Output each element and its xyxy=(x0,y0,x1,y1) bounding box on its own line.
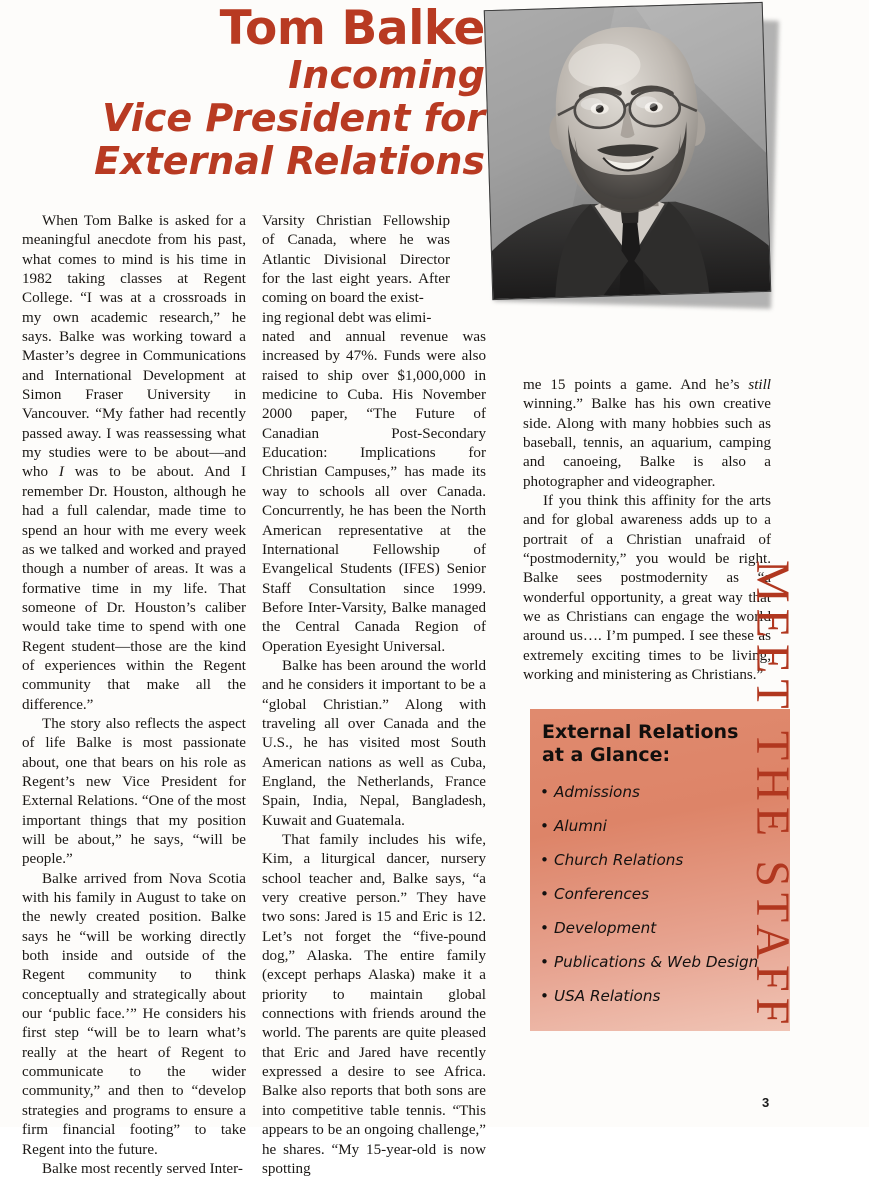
section-running-head: MEET THE STAFF xyxy=(746,560,799,1031)
bullet-icon: • xyxy=(540,919,549,937)
paragraph: If you think this affinity for the arts and for global awareness adds up to a portrait of a Christian unafraid of “postmodernity,” you would be right. Balke sees postmodernity as “a wonderful opportunity, a great way that we as Christians can engage the world around us…. I’m pumped. I see these as extremely exciting times to be living, working and ministering as Christians.” xyxy=(523,493,771,684)
paragraph-wrapped-head: Varsity Christian Fellowship of Canada, where he was Atlantic Divisional Director for the last eight years. After coming on board the exist- ing regional debt was elimi- xyxy=(262,213,450,326)
article-column-2 xyxy=(262,212,486,1179)
paragraph: nated and annual revenue was increased by 47%. Funds were also raised to ship over $1,000,000 in medicine to Cuba. His November 2000 paper, “The Future of Canadian Post-Secondary Education: Implications for Christian Campuses,” has made its way to schools all over Canada. Concurrently, he has been the North American representative at the International Fellowship of Evangelical Students (IFES) Senior Staff Consultation since 1999. Before Inter-Varsity, Balke managed the Central Canada Region of Operation Eyesight Universal. xyxy=(262,329,486,655)
list-item-label: Development xyxy=(553,919,657,937)
portrait-photo-frame xyxy=(488,6,778,308)
paragraph: Balke most recently served Inter- xyxy=(42,1160,243,1177)
bullet-icon: • xyxy=(540,817,549,835)
list-item-label: Conferences xyxy=(553,885,650,903)
list-item-label: Church Relations xyxy=(553,851,684,869)
article-column-3 xyxy=(523,376,771,686)
paragraph: Balke arrived from Nova Scotia with his family in August to take on the newly created position. Balke says he “will be working directly both inside and outside of the Regent community to think conceptually and strategically about our ‘public face.’” He considers his first step “will be to learn what’s really at the heart of Regent to communicate to the wider community,” and then to “develop strategies and programs to ensure a firm financial footing” to take Regent into the future. xyxy=(22,870,246,1158)
subtitle-line-3: External Relations xyxy=(94,139,485,183)
list-item-label: Publications & Web Design xyxy=(553,953,759,971)
paragraph: The story also reflects the aspect of life Balke is most passionate about, one that bears on his role as Regent’s new Vice President for External Relations. “One of the most important things that my position will be about,” he says, “will be people.” xyxy=(22,715,246,868)
list-item-label: Alumni xyxy=(553,817,607,835)
page-title: Tom Balke xyxy=(219,1,485,56)
paragraph: me 15 points a game. And he’s still winning.” Balke has his own creative side. Along with many hobbies such as baseball, tennis, an aquarium, camping and canoeing, Balke is also a photographer and videographer. xyxy=(523,377,771,490)
paragraph: That family includes his wife, Kim, a liturgical dancer, nursery school teacher and, Balke says, “a very creative person.” They have two sons: Jared is 15 and Eric is 12. Let’s not forget the “five-pound dog,” Alaska. The entire family (except perhaps Alaska) make it a priority to maintain global connections with friends around the world. The parents are quite pleased that Eric and Jared have recently expressed a desire to see Africa. Balke also reports that both sons are into competitive table tennis. “This appears to be an ongoing challenge,” he shares. “My 15-year-old is now spotting xyxy=(262,832,486,1177)
bullet-icon: • xyxy=(540,953,549,971)
subtitle-line-1: Incoming xyxy=(288,53,485,97)
glance-title-line-1: External Relations xyxy=(542,721,739,743)
bullet-icon: • xyxy=(540,987,549,1005)
list-item-label: USA Relations xyxy=(553,987,661,1005)
page-number: 3 xyxy=(762,1095,770,1110)
bullet-icon: • xyxy=(540,851,549,869)
article-masthead xyxy=(55,1,485,183)
paragraph: Balke has been around the world and he considers it important to be a “global Christian.” Along with traveling all over Canada and the U.S., he has visited most South American nations as well as Cuba, England, the Netherlands, France Spain, India, Nepal, Bangladesh, Kuwait and Guatemala. xyxy=(262,657,486,829)
portrait-photo xyxy=(484,2,771,300)
article-column-1 xyxy=(22,212,246,1179)
bullet-icon: • xyxy=(540,885,549,903)
subtitle-line-2: Vice President for xyxy=(102,96,485,140)
paragraph: When Tom Balke is asked for a meaningful anecdote from his past, what comes to mind is his time in 1982 taking classes at Regent College. “I was at a crossroads in my own academic research,” he says. Balke was working toward a Master’s degree in Communications and International Development at Simon Fraser University in Vancouver. “My father had recently passed away. I was reassessing what my studies were to be about—and who I was to be about. And I remember Dr. Houston, although he had a full calendar, made time to spend an hour with me every week as we talked and worked and prayed though a number of areas. It was a formative time in my life. That someone of Dr. Houston’s caliber would take time to spend with one Regent student—those are the kind of experiences within the Regent community that make all the difference.” xyxy=(22,213,246,713)
glance-title-line-2: at a Glance: xyxy=(542,744,671,766)
bullet-icon: • xyxy=(540,783,549,801)
list-item-label: Admissions xyxy=(553,783,640,801)
